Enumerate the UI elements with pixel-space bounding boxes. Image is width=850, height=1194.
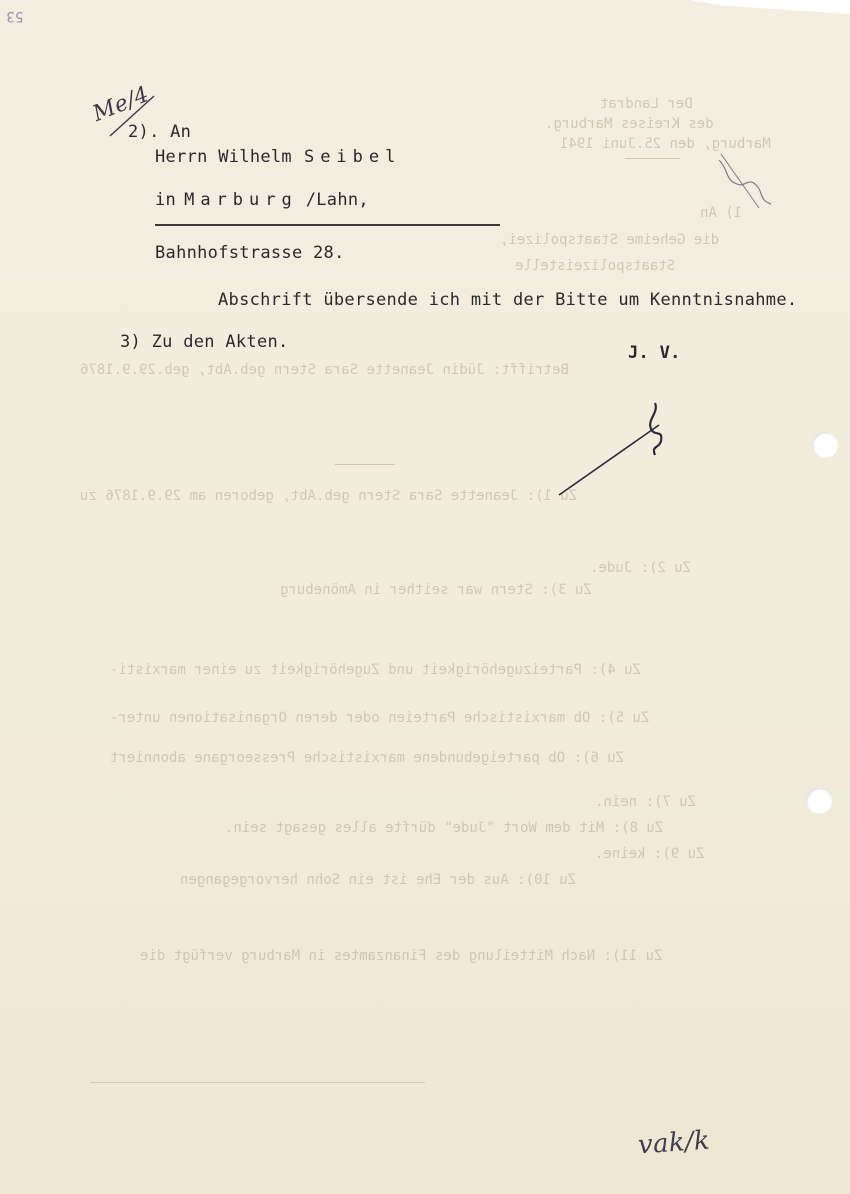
ghost-line: Zu 1): Jeanette Sara Stern geb.Abt, geboren am 29.9.1876 zu xyxy=(80,488,578,504)
body-text: Abschrift übersende ich mit der Bitte um Kenntnisnahme. xyxy=(218,290,798,310)
ghost-line: die Geheime Staatspolizei, xyxy=(500,232,720,248)
folded-corner xyxy=(690,0,850,14)
punch-hole xyxy=(812,432,838,458)
addressee-surname: Seibel xyxy=(303,147,402,167)
street-address: Bahnhofstrasse 28. xyxy=(155,243,345,263)
ghost-rule xyxy=(335,464,395,465)
ghost-line: Zu 7): nein. xyxy=(595,794,697,810)
item2-label: 2). An xyxy=(128,122,192,142)
signature-label: J. V. xyxy=(628,343,681,363)
ghost-rule xyxy=(625,158,680,159)
city-suffix: /Lahn, xyxy=(305,190,369,210)
ghost-line: des Kreises Marburg. xyxy=(545,116,714,132)
handwritten-initial: Me/4 xyxy=(89,82,153,127)
address-underline xyxy=(155,224,500,226)
ghost-line: Zu 4): Parteizugehörigkeit und Zugehörigkeit zu einer marxisti- xyxy=(110,662,642,678)
ghost-line: Betrifft: Jüdin Jeanette Sara Stern geb.Abt, geb.29.9.1876 xyxy=(80,362,569,378)
city-prefix: in xyxy=(155,190,177,210)
page-number: 53 xyxy=(6,8,24,24)
ghost-line: Marburg, den 25.Juni 1941 xyxy=(560,136,771,152)
ghost-rule xyxy=(90,1082,425,1083)
ghost-line: Zu 8): Mit dem Wort "Jude" dürfte alles gesagt sein. xyxy=(225,820,664,836)
ghost-line: Staatspolizeistelle xyxy=(515,258,676,274)
ghost-line: Zu 5): Ob marxistische Parteien oder deren Organisationen unter- xyxy=(110,710,650,726)
ghost-line: 1) An xyxy=(700,205,743,221)
ghost-line: Zu 10): Aus der Ehe ist ein Sohn hervorgegangen xyxy=(180,872,577,888)
item3-label: 3) Zu den Akten. xyxy=(120,332,289,352)
ghost-line: Zu 11): Nach Mitteilung des Finanzamtes in Marburg verfügt die xyxy=(140,948,663,964)
bottom-handwritten-mark: vak/k xyxy=(637,1125,711,1161)
punch-hole xyxy=(806,788,832,814)
ghost-line: Zu 6): Ob parteigebundene marxistische Presseorgane abonniert xyxy=(110,750,625,766)
ghost-line: Zu 9): keine. xyxy=(595,846,705,862)
ghost-line: Zu 2): Jude. xyxy=(590,560,692,576)
signature-icon xyxy=(555,385,675,500)
addressee-name: Herrn Wilhelm xyxy=(155,147,292,167)
margin-scribble-icon xyxy=(715,150,775,210)
ghost-line: Zu 3): Stern war seither in Amöneburg xyxy=(280,582,592,598)
ghost-line: Der Landrat xyxy=(600,96,693,112)
city-line xyxy=(155,190,369,210)
addressee-line xyxy=(155,147,401,167)
city-name: Marburg xyxy=(184,190,298,210)
